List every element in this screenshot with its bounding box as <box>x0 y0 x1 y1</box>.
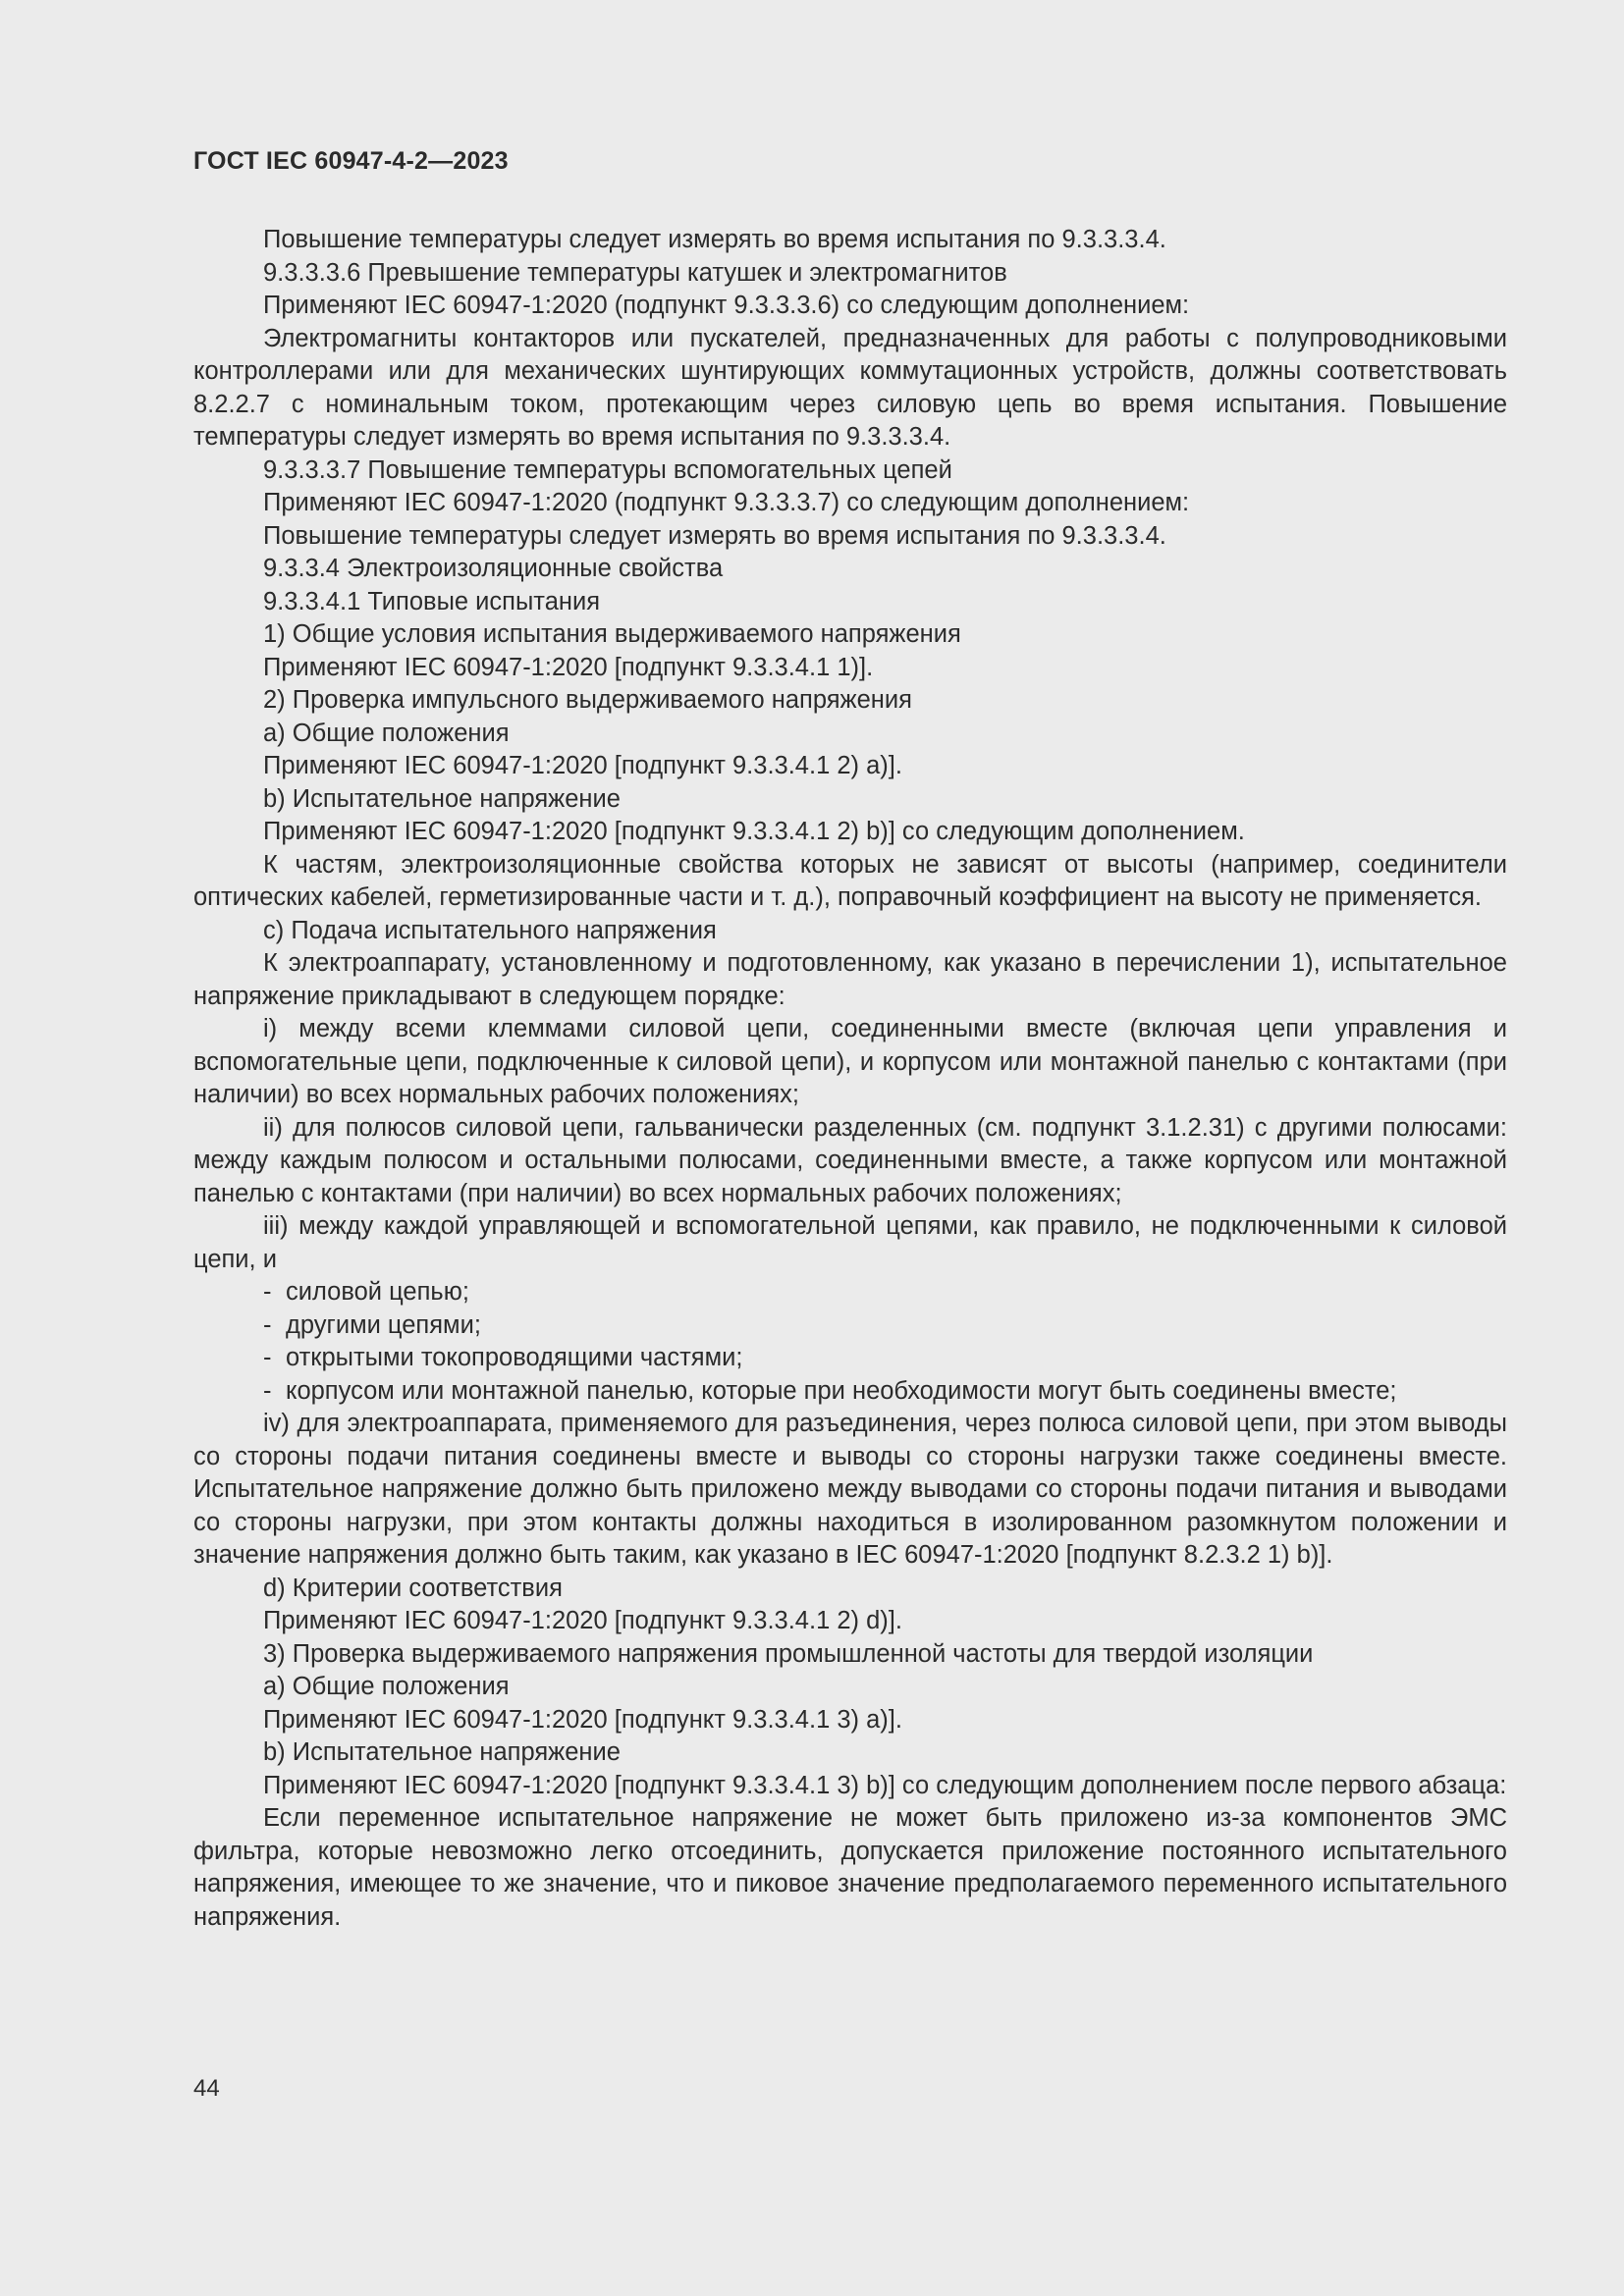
dash-list-item <box>193 1276 1507 1309</box>
list-item: 3) Проверка выдерживаемого напряжения промышленной частоты для твердой изоляции <box>263 1639 1314 1668</box>
paragraph: Применяют IEC 60947-1:2020 [подпункт 9.3.3.4.1 2) a)]. <box>263 752 902 779</box>
dash-item-text: силовой цепью; <box>286 1278 469 1306</box>
dash-list-item <box>193 1309 1507 1343</box>
paragraph: Применяют IEC 60947-1:2020 [подпункт 9.3.3.4.1 2) b)] со следующим дополнением. <box>263 818 1245 845</box>
document-header: ГОСТ IEC 60947-4-2—2023 <box>193 147 509 175</box>
paragraph: К частям, электроизоляционные свойства которых не зависят от высоты (например, соединители оптических кабелей, герметизированные части и т. д.), поправочный коэффициент на высоту не применяется. <box>193 850 1507 911</box>
dash-marker: - <box>263 1310 272 1339</box>
dash-marker: - <box>263 1376 272 1405</box>
dash-item-text: другими цепями; <box>286 1310 481 1339</box>
list-item: b) Испытательное напряжение <box>263 1738 621 1766</box>
page-number: 44 <box>193 2075 220 2102</box>
dash-item-text: открытыми токопроводящими частями; <box>286 1344 743 1371</box>
paragraph: Электромагниты контакторов или пускателей, предназначенных для работы с полупроводниковыми контроллерами или для механических шунтирующих коммутационных устройств, должны соответствовать 8.2.2.7 с номинальным током, протекающим через силовую цепь во время испытания. Повышение температуры следует измерять во время испытания по 9.3.3.3.4. <box>193 324 1507 451</box>
list-item: iii) между каждой управляющей и вспомогательной цепями, как правило, не подключенными к силовой цепи, и <box>193 1212 1507 1273</box>
list-item: b) Испытательное напряжение <box>263 784 621 813</box>
paragraph: Повышение температуры следует измерять во время испытания по 9.3.3.3.4. <box>263 226 1166 253</box>
paragraph: Применяют IEC 60947-1:2020 [подпункт 9.3.3.4.1 3) b)] со следующим дополнением после первого абзаца: <box>263 1771 1507 1799</box>
paragraph: Применяют IEC 60947-1:2020 [подпункт 9.3.3.4.1 1)]. <box>263 653 874 681</box>
document-body <box>193 224 1507 1934</box>
list-item: iv) для электроаппарата, применяемого для разъединения, через полюса силовой цепи, при этом выводы со стороны подачи питания соединены вместе и выводы со стороны нагрузки также соединены вместе. Испытательное напряжение должно быть приложено между выводами со стороны подачи питания и выводами со стороны нагрузки, при этом контакты должны находиться в изолированном разомкнутом положении и значение напряжения должно быть таким, как указано в IEC 60947-1:2020 [подпункт 8.2.3.2 1) b)]. <box>193 1410 1507 1569</box>
paragraph: Применяют IEC 60947-1:2020 [подпункт 9.3.3.4.1 2) d)]. <box>263 1607 902 1634</box>
section-heading: 9.3.3.4.1 Типовые испытания <box>263 587 601 615</box>
list-item: 1) Общие условия испытания выдерживаемого напряжения <box>263 620 961 648</box>
section-heading: 9.3.3.3.6 Превышение температуры катушек и электромагнитов <box>263 258 1007 287</box>
dash-marker: - <box>263 1344 272 1371</box>
list-item: i) между всеми клеммами силовой цепи, соединенными вместе (включая цепи управления и вспомогательные цепи, подключенные к силовой цепи), и корпусом или монтажной панелью с контактами (при наличии) во всех нормальных рабочих положениях; <box>193 1015 1507 1108</box>
list-item: a) Общие положения <box>263 1673 510 1700</box>
list-item: ii) для полюсов силовой цепи, гальванически разделенных (см. подпункт 3.1.2.31) с другими полюсами: между каждым полюсом и остальными полюсами, соединенными вместе, а также корпусом или монтажной панелью с контактами (при наличии) во всех нормальных рабочих положениях; <box>193 1113 1507 1207</box>
list-item: 2) Проверка импульсного выдерживаемого напряжения <box>263 686 912 714</box>
dash-item-text: корпусом или монтажной панелью, которые при необходимости могут быть соединены вместе; <box>286 1376 1397 1405</box>
section-heading: 9.3.3.4 Электроизоляционные свойства <box>263 555 724 582</box>
dash-list-item <box>193 1375 1507 1409</box>
paragraph: Применяют IEC 60947-1:2020 (подпункт 9.3.3.3.6) со следующим дополнением: <box>263 292 1190 319</box>
paragraph: Повышение температуры следует измерять во время испытания по 9.3.3.3.4. <box>263 521 1166 550</box>
paragraph: Если переменное испытательное напряжение не может быть приложено из-за компонентов ЭМС фильтра, которые невозможно легко отсоединить, допускается приложение постоянного испытательного напряжения, имеющее то же значение, что и пиковое значение предполагаемого переменного испытательного напряжения. <box>193 1804 1507 1931</box>
paragraph: Применяют IEC 60947-1:2020 [подпункт 9.3.3.4.1 3) a)]. <box>263 1705 902 1734</box>
section-heading: 9.3.3.3.7 Повышение температуры вспомогательных цепей <box>263 455 952 484</box>
dash-marker: - <box>263 1278 272 1306</box>
list-item: c) Подача испытательного напряжения <box>263 916 717 944</box>
list-item: d) Критерии соответствия <box>263 1574 563 1602</box>
dash-list-item <box>193 1342 1507 1375</box>
list-item: a) Общие положения <box>263 719 510 747</box>
paragraph: Применяют IEC 60947-1:2020 (подпункт 9.3.3.3.7) со следующим дополнением: <box>263 489 1190 516</box>
paragraph: К электроаппарату, установленному и подготовленному, как указано в перечислении 1), испытательное напряжение прикладывают в следующем порядке: <box>193 949 1507 1010</box>
